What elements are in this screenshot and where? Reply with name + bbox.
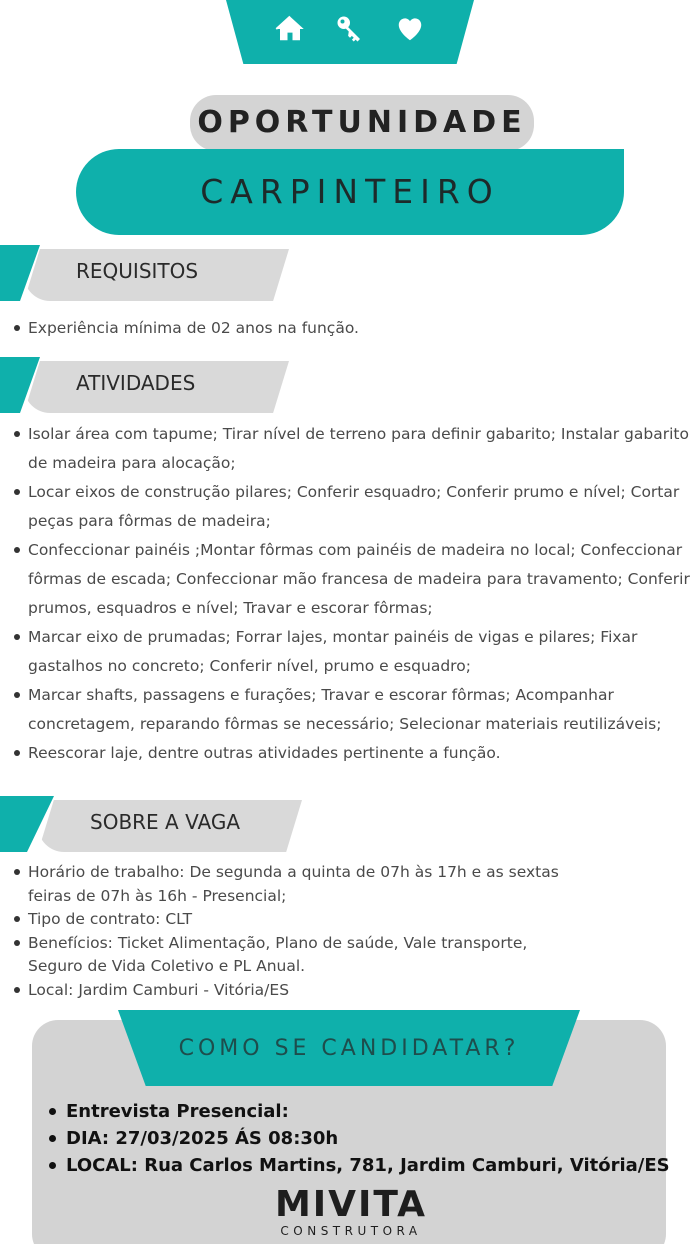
key-icon (335, 14, 365, 44)
logo-subtitle: CONSTRUTORA (280, 1224, 422, 1238)
list-item: Isolar área com tapume; Tirar nível de terreno para definir gabarito; Instalar gabarito de madeira para alocação; (10, 420, 698, 478)
list-item: Local: Jardim Camburi - Vitória/ES (10, 979, 570, 1003)
list-item: Locar eixos de construção pilares; Conferir esquadro; Conferir prumo e nível; Cortar peças para fôrmas de madeira; (10, 478, 698, 536)
section-header-requisitos (0, 245, 300, 301)
list-item: Benefícios: Ticket Alimentação, Plano de saúde, Vale transporte, Seguro de Vida Coletivo e PL Anual. (10, 932, 570, 979)
requisitos-list (10, 316, 359, 340)
heart-icon (395, 14, 425, 44)
job-title: CARPINTEIRO (76, 149, 624, 235)
list-item: Marcar shafts, passagens e furações; Travar e escorar fôrmas; Acompanhar concretagem, reparando fôrmas se necessário; Selecionar materiais reutilizáveis; (10, 681, 698, 739)
company-logo (268, 1186, 434, 1238)
home-icon (275, 14, 305, 44)
apply-title: COMO SE CANDIDATAR? (178, 1036, 520, 1061)
section-header-sobre (0, 796, 310, 852)
list-item: Tipo de contrato: CLT (10, 908, 570, 932)
section-title-sobre: SOBRE A VAGA (90, 810, 240, 834)
list-item: Horário de trabalho: De segunda a quinta de 07h às 17h e as sextas feiras de 07h às 16h - Presencial; (10, 861, 570, 908)
list-item: DIA: 27/03/2025 ÁS 08:30h (46, 1125, 670, 1152)
apply-list (46, 1098, 670, 1179)
list-item: Entrevista Presencial: (46, 1098, 670, 1125)
list-item: Confeccionar painéis ;Montar fôrmas com painéis de madeira no local; Confeccionar fôrmas de escada; Confeccionar mão francesa de madeira para travamento; Conferir prumos, esquadros e nível; Travar e escorar fôrmas; (10, 536, 698, 623)
header-icons (226, 14, 474, 44)
section-title-atividades: ATIVIDADES (76, 371, 196, 395)
opportunity-heading: OPORTUNIDADE (190, 95, 534, 151)
section-header-atividades (0, 357, 300, 413)
list-item: LOCAL: Rua Carlos Martins, 781, Jardim Camburi, Vitória/ES (46, 1152, 670, 1179)
list-item: Reescorar laje, dentre outras atividades pertinente a função. (10, 739, 698, 768)
list-item: Marcar eixo de prumadas; Forrar lajes, montar painéis de vigas e pilares; Fixar gastalhos no concreto; Conferir nível, prumo e esquadro; (10, 623, 698, 681)
logo-name: MIVITA (274, 1184, 428, 1225)
list-item: Experiência mínima de 02 anos na função. (10, 316, 359, 340)
sobre-list (10, 861, 570, 1002)
section-title-requisitos: REQUISITOS (76, 259, 199, 283)
atividades-list (10, 420, 698, 768)
